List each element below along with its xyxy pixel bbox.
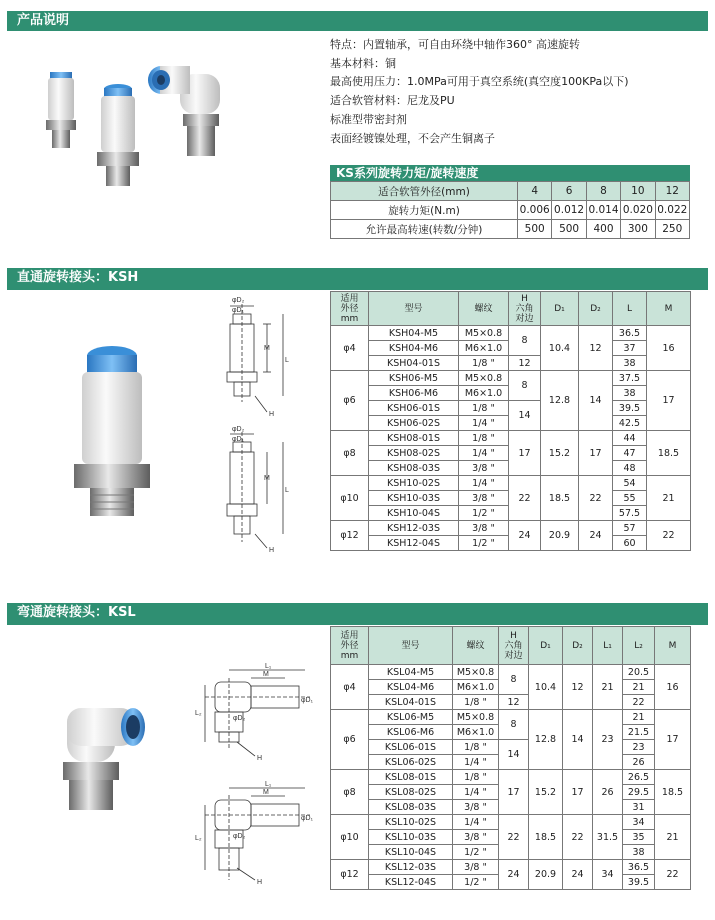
table-cell: KSH04-M5 — [369, 326, 459, 341]
column-header: 螺纹 — [459, 292, 509, 326]
ks-cell: 0.006 — [518, 201, 552, 220]
table-cell: 44 — [613, 431, 647, 446]
column-header: L₁ — [593, 627, 623, 665]
table-cell: 38 — [613, 386, 647, 401]
table-cell: 1/2 " — [453, 875, 499, 890]
table-cell: 1/4 " — [453, 815, 499, 830]
table-cell: 38 — [623, 845, 655, 860]
table-cell: 3/8 " — [459, 491, 509, 506]
d2-label: φD₂ — [232, 426, 245, 433]
table-cell: 1/8 " — [459, 401, 509, 416]
table-cell: 18.5 — [655, 770, 691, 815]
column-header: L — [613, 292, 647, 326]
table-cell: 12 — [509, 356, 541, 371]
table-cell: 12 — [563, 665, 593, 710]
column-header: D₁ — [541, 292, 579, 326]
table-cell: 1/8 " — [459, 431, 509, 446]
ksh-photo — [60, 330, 170, 520]
table-cell: KSH08-01S — [369, 431, 459, 446]
h-label: H — [257, 755, 263, 762]
table-cell: KSH06-02S — [369, 416, 459, 431]
table-cell: 22 — [655, 860, 691, 890]
table-cell: 17 — [647, 371, 691, 431]
table-cell: KSL08-01S — [369, 770, 453, 785]
table-cell: 42.5 — [613, 416, 647, 431]
feature-item: 表面经镀镍处理，不会产生铜离子 — [330, 131, 495, 145]
ks-torque-table — [330, 181, 690, 239]
table-cell: 39.5 — [613, 401, 647, 416]
table-row — [331, 815, 691, 830]
table-cell: 12 — [499, 695, 529, 710]
d1-label: φD₁ — [301, 697, 313, 704]
table-row — [331, 665, 691, 680]
table-cell: 17 — [509, 431, 541, 476]
column-header: M — [647, 292, 691, 326]
table-cell: KSH08-02S — [369, 446, 459, 461]
d2-label: φD₂ — [233, 715, 246, 722]
table-cell: 3/8 " — [459, 521, 509, 536]
table-cell: 16 — [647, 326, 691, 371]
intro-section-title: 产品说明 — [7, 11, 708, 31]
d2-label: φD₂ — [232, 297, 245, 304]
ks-cell: 0.020 — [621, 201, 655, 220]
table-cell: 1/4 " — [459, 416, 509, 431]
table-cell: φ10 — [331, 815, 369, 860]
ksl-spec-table — [330, 626, 691, 890]
table-cell: 8 — [509, 326, 541, 356]
l1-label: L₁ — [265, 781, 272, 788]
table-cell: 1/2 " — [459, 506, 509, 521]
ksl-section-rule — [7, 623, 708, 625]
table-cell: KSL04-M6 — [369, 680, 453, 695]
table-cell: 14 — [579, 371, 613, 431]
table-cell: 1/8 " — [459, 356, 509, 371]
table-cell: 1/2 " — [453, 845, 499, 860]
table-cell: 12.8 — [541, 371, 579, 431]
table-cell: 10.4 — [529, 665, 563, 710]
table-cell: 17 — [499, 770, 529, 815]
table-cell: KSL08-02S — [369, 785, 453, 800]
ksh-spec-table — [330, 291, 691, 551]
table-row — [331, 710, 691, 725]
table-row — [331, 401, 691, 416]
product-photo-group — [40, 58, 230, 193]
feature-item: 标准型带密封剂 — [330, 112, 407, 126]
table-cell: 22 — [499, 815, 529, 860]
table-cell: KSH10-04S — [369, 506, 459, 521]
table-cell: 21.5 — [623, 725, 655, 740]
table-row — [331, 431, 691, 446]
table-cell: 18.5 — [541, 476, 579, 521]
l2-label: L₂ — [195, 835, 202, 842]
table-cell: KSL12-04S — [369, 875, 453, 890]
ks-table-title: KS系列旋转力矩/旋转速度 — [330, 165, 690, 181]
table-cell: 20.9 — [529, 860, 563, 890]
table-cell: 54 — [613, 476, 647, 491]
table-cell: 26 — [623, 755, 655, 770]
ks-cell: 500 — [552, 220, 586, 239]
table-cell: 36.5 — [623, 860, 655, 875]
ks-cell: 8 — [586, 182, 620, 201]
table-cell: 21 — [623, 710, 655, 725]
table-cell: KSL10-02S — [369, 815, 453, 830]
table-cell: KSL04-M5 — [369, 665, 453, 680]
ksl-photo — [45, 700, 155, 820]
table-cell: 20.5 — [623, 665, 655, 680]
ksh-small-photo — [46, 72, 76, 148]
table-cell: KSH12-04S — [369, 536, 459, 551]
column-header: 型号 — [369, 627, 453, 665]
feature-item: 适合软管材料：尼龙及PU — [330, 94, 455, 108]
table-cell: M6×1.0 — [459, 341, 509, 356]
l-label: L — [285, 357, 289, 364]
table-cell: 1/8 " — [453, 770, 499, 785]
table-cell: 47 — [613, 446, 647, 461]
table-cell: 34 — [623, 815, 655, 830]
ks-cell: 6 — [552, 182, 586, 201]
d1-label: φD₁ — [232, 307, 244, 314]
table-cell: 29.5 — [623, 785, 655, 800]
l1-label: L₁ — [265, 663, 272, 670]
table-cell: φ6 — [331, 710, 369, 770]
table-cell: 24 — [563, 860, 593, 890]
table-cell: 35 — [623, 830, 655, 845]
table-row — [331, 770, 691, 785]
ks-cell: 250 — [655, 220, 689, 239]
table-cell: KSL06-M5 — [369, 710, 453, 725]
ks-table-row — [331, 201, 690, 220]
table-cell: M6×1.0 — [459, 386, 509, 401]
table-cell: 15.2 — [529, 770, 563, 815]
table-cell: KSH04-M6 — [369, 341, 459, 356]
table-cell: KSH10-02S — [369, 476, 459, 491]
table-cell: φ8 — [331, 770, 369, 815]
m-label: M — [264, 475, 270, 482]
m-label: M — [264, 345, 270, 352]
ks-row-label: 适合软管外径(mm) — [331, 182, 518, 201]
ks-cell: 500 — [518, 220, 552, 239]
column-header: 型号 — [369, 292, 459, 326]
table-cell: 1/8 " — [453, 695, 499, 710]
table-cell: M5×0.8 — [453, 665, 499, 680]
l-label: L — [285, 487, 289, 494]
feature-item: 特点：内置轴承，可自由环绕中轴作360° 高速旋转 — [330, 38, 580, 51]
table-cell: 60 — [613, 536, 647, 551]
table-row — [331, 695, 691, 710]
column-header: L₂ — [623, 627, 655, 665]
ks-table-row — [331, 182, 690, 201]
table-cell: 10.4 — [541, 326, 579, 371]
table-cell: 22 — [563, 815, 593, 860]
d1-label: φD₁ — [301, 815, 313, 822]
table-cell: KSL10-04S — [369, 845, 453, 860]
table-cell: 1/4 " — [453, 755, 499, 770]
table-cell: M5×0.8 — [453, 710, 499, 725]
table-cell: 26.5 — [623, 770, 655, 785]
column-header: 适用 外径 mm — [331, 627, 369, 665]
table-cell: 36.5 — [613, 326, 647, 341]
table-cell: 22 — [647, 521, 691, 551]
table-cell: KSL06-02S — [369, 755, 453, 770]
table-cell: 12 — [579, 326, 613, 371]
m-label: M — [263, 671, 269, 678]
ks-cell: 0.022 — [655, 201, 689, 220]
table-row — [331, 476, 691, 491]
table-cell: 37 — [613, 341, 647, 356]
table-cell: φ12 — [331, 860, 369, 890]
h-label: H — [269, 547, 275, 554]
d2-label: φD₂ — [233, 833, 246, 840]
table-cell: 23 — [593, 710, 623, 770]
table-cell: 3/8 " — [453, 830, 499, 845]
table-row — [331, 326, 691, 341]
table-cell: 57.5 — [613, 506, 647, 521]
table-row — [331, 371, 691, 386]
column-header: 螺纹 — [453, 627, 499, 665]
table-cell: KSH08-03S — [369, 461, 459, 476]
table-cell: 37.5 — [613, 371, 647, 386]
table-cell: KSH12-03S — [369, 521, 459, 536]
table-cell: 21 — [593, 665, 623, 710]
table-cell: 55 — [613, 491, 647, 506]
column-header: H 六角 对边 — [509, 292, 541, 326]
table-cell: 14 — [509, 401, 541, 431]
table-cell: KSH06-01S — [369, 401, 459, 416]
ksl-elbow-photo — [148, 66, 220, 156]
table-cell: 17 — [579, 431, 613, 476]
column-header: 适用 外径 mm — [331, 292, 369, 326]
table-cell: M6×1.0 — [453, 725, 499, 740]
feature-list — [330, 36, 629, 148]
ksh-drawing — [205, 292, 305, 562]
table-cell: 22 — [509, 476, 541, 521]
ksh-section-rule — [7, 288, 708, 290]
table-cell: KSH06-M6 — [369, 386, 459, 401]
ks-cell: 10 — [621, 182, 655, 201]
table-cell: KSL04-01S — [369, 695, 453, 710]
ks-cell: 400 — [586, 220, 620, 239]
table-cell: 21 — [647, 476, 691, 521]
ksl-section-title: 弯通旋转接头：KSL — [7, 603, 708, 623]
table-cell: KSL08-03S — [369, 800, 453, 815]
table-cell: M6×1.0 — [453, 680, 499, 695]
table-cell: 18.5 — [647, 431, 691, 476]
ks-row-label: 旋转力矩(N.m) — [331, 201, 518, 220]
table-cell: 17 — [563, 770, 593, 815]
ks-cell: 4 — [518, 182, 552, 201]
column-header: D₁ — [529, 627, 563, 665]
table-cell: 3/8 " — [453, 860, 499, 875]
table-cell: M5×0.8 — [459, 326, 509, 341]
table-cell: 16 — [655, 665, 691, 710]
table-cell: 48 — [613, 461, 647, 476]
table-cell: 31.5 — [593, 815, 623, 860]
feature-item: 基本材料：铜 — [330, 56, 396, 70]
table-cell: KSL06-01S — [369, 740, 453, 755]
ksh-medium-photo — [97, 84, 139, 186]
table-cell: 1/4 " — [453, 785, 499, 800]
table-cell: 14 — [499, 740, 529, 770]
table-cell: 8 — [499, 665, 529, 695]
table-cell: 1/4 " — [459, 446, 509, 461]
ks-cell: 300 — [621, 220, 655, 239]
table-cell: 17 — [655, 710, 691, 770]
table-cell: 21 — [623, 680, 655, 695]
table-cell: 23 — [623, 740, 655, 755]
table-cell: 24 — [509, 521, 541, 551]
ks-cell: 0.012 — [552, 201, 586, 220]
ks-cell: 12 — [655, 182, 689, 201]
feature-item: 最高使用压力：1.0MPa可用于真空系统(真空度100KPa以下) — [330, 75, 629, 89]
table-cell: 21 — [655, 815, 691, 860]
table-row — [331, 740, 691, 755]
table-cell: KSH10-03S — [369, 491, 459, 506]
table-cell: 1/2 " — [459, 536, 509, 551]
table-cell: 22 — [579, 476, 613, 521]
table-cell: φ6 — [331, 371, 369, 431]
table-row — [331, 356, 691, 371]
ksh-section-title: 直通旋转接头：KSH — [7, 268, 708, 288]
column-header: H 六角 对边 — [499, 627, 529, 665]
table-cell: 24 — [499, 860, 529, 890]
table-cell: 1/8 " — [453, 740, 499, 755]
table-cell: φ4 — [331, 326, 369, 371]
m-label: M — [263, 789, 269, 796]
table-cell: KSH04-01S — [369, 356, 459, 371]
table-cell: φ4 — [331, 665, 369, 710]
table-cell: 8 — [509, 371, 541, 401]
table-cell: 3/8 " — [459, 461, 509, 476]
ks-row-label: 允许最高转速(转数/分钟) — [331, 220, 518, 239]
table-cell: KSL12-03S — [369, 860, 453, 875]
column-header: D₂ — [579, 292, 613, 326]
table-cell: φ10 — [331, 476, 369, 521]
table-cell: 3/8 " — [453, 800, 499, 815]
table-cell: KSH06-M5 — [369, 371, 459, 386]
h-label: H — [269, 411, 275, 418]
table-cell: 1/4 " — [459, 476, 509, 491]
table-cell: KSL06-M6 — [369, 725, 453, 740]
table-cell: 18.5 — [529, 815, 563, 860]
table-row — [331, 521, 691, 536]
ks-cell: 0.014 — [586, 201, 620, 220]
table-cell: 26 — [593, 770, 623, 815]
l2-label: L₂ — [195, 710, 202, 717]
table-cell: 12.8 — [529, 710, 563, 770]
ksl-drawing — [185, 660, 315, 890]
table-cell: 8 — [499, 710, 529, 740]
table-cell: 31 — [623, 800, 655, 815]
h-label: H — [257, 879, 263, 886]
table-cell: 14 — [563, 710, 593, 770]
ks-table-row — [331, 220, 690, 239]
d1-label: φD₁ — [232, 436, 244, 443]
table-cell: 39.5 — [623, 875, 655, 890]
table-cell: 57 — [613, 521, 647, 536]
table-cell: 15.2 — [541, 431, 579, 476]
table-cell: 22 — [623, 695, 655, 710]
column-header: D₂ — [563, 627, 593, 665]
table-cell: M5×0.8 — [459, 371, 509, 386]
column-header: M — [655, 627, 691, 665]
table-cell: 38 — [613, 356, 647, 371]
table-cell: 20.9 — [541, 521, 579, 551]
table-cell: φ8 — [331, 431, 369, 476]
table-cell: φ12 — [331, 521, 369, 551]
table-cell: 24 — [579, 521, 613, 551]
table-row — [331, 860, 691, 875]
table-cell: 34 — [593, 860, 623, 890]
table-cell: KSL10-03S — [369, 830, 453, 845]
